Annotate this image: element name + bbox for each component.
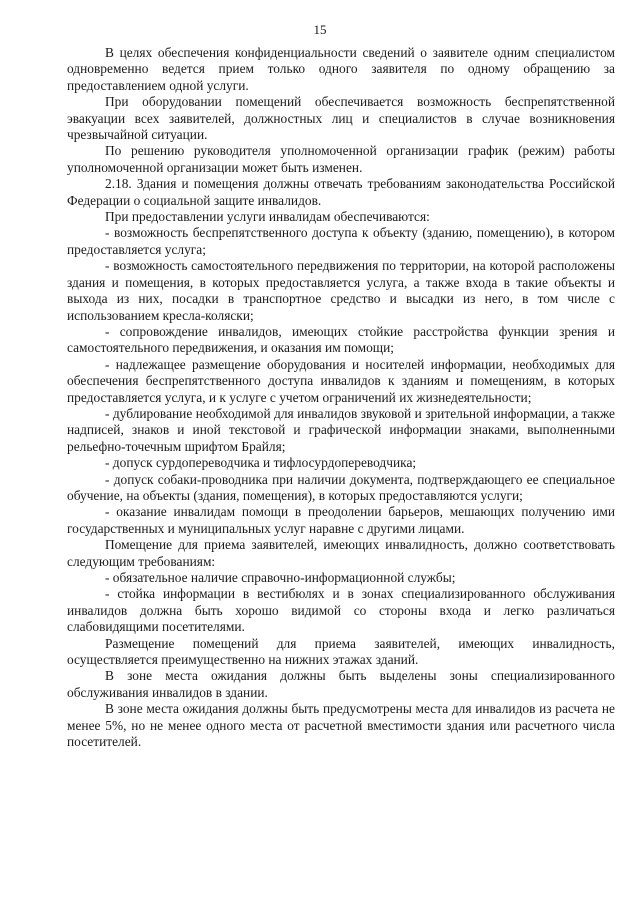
paragraph-room-requirements: Помещение для приема заявителей, имеющих инвалидность, должно соответствовать следующим требованиям: (67, 537, 615, 569)
list-item-sign-interpreter: - допуск сурдопереводчика и тифлосурдопереводчика; (105, 455, 417, 471)
list-item-info-stand: - стойка информации в вестибюлях и в зонах специализированного обслуживания инвалидов должна быть хорошо видимой со стороны входа и легко различаться слабовидящими посетителями. (67, 586, 615, 635)
list-item-movement: - возможность самостоятельного передвижения по территории, на которой расположены здания и помещения, в которых предоставляется услуга, а также входа в такие объекты и выхода из них, посадки в транспортное средство и высадки из него, в том числе с использованием кресла-коляски; (67, 258, 615, 323)
paragraph-lower-floors: Размещение помещений для приема заявителей, имеющих инвалидность, осуществляется преимущественно на нижних этажах зданий. (67, 635, 615, 668)
document-body (67, 45, 615, 750)
paragraph-waiting-seats: В зоне места ожидания должны быть предусмотрены места для инвалидов из расчета не менее 5%, но не менее одного места от расчетной вместимости здания или расчетного числа посетителей. (67, 701, 615, 750)
list-item-barrier-assistance: - оказание инвалидам помощи в преодолении барьеров, мешающих получению ими государственных и муниципальных услуг наравне с другими лицами. (67, 504, 615, 536)
list-item-information-duplication: - дублирование необходимой для инвалидов звуковой и зрительной информации, а также надписей, знаков и иной текстовой и графической информации знаками, выполненными рельефно-точечным шрифтом Брайля; (67, 405, 615, 454)
paragraph-confidentiality: В целях обеспечения конфиденциальности сведений о заявителе одним специалистом одновременно ведется прием только одного заявителя по одному обращению за предоставлением одной услуги. (67, 45, 615, 93)
list-item-access: - возможность беспрепятственного доступа к объекту (зданию, помещению), в котором предоставляется услуга; (67, 225, 615, 257)
list-item-help-desk: - обязательное наличие справочно-информационной службы; (105, 570, 456, 585)
paragraph-disabled-provisions-intro: При предоставлении услуги инвалидам обеспечиваются: (105, 209, 430, 225)
page-number: 15 (313, 22, 327, 37)
paragraph-waiting-zones: В зоне места ожидания должны быть выделены зоны специализированного обслуживания инвалидов в здании. (67, 668, 615, 700)
list-item-equipment-placement: - надлежащее размещение оборудования и носителей информации, необходимых для обеспечения беспрепятственного доступа инвалидов к зданиям и помещениям, в которых предоставляется услуга, и к услуге с учетом ограничений их жизнедеятельности; (67, 356, 615, 405)
paragraph-evacuation: При оборудовании помещений обеспечивается возможность беспрепятственной эвакуации всех заявителей, должностных лиц и специалистов в случае возникновения чрезвычайной ситуации. (67, 94, 615, 143)
paragraph-section-2-18: 2.18. Здания и помещения должны отвечать требованиям законодательства Российской Федерации о социальной защите инвалидов. (67, 176, 615, 208)
list-item-escort: - сопровождение инвалидов, имеющих стойкие расстройства функции зрения и самостоятельного передвижения, и оказания им помощи; (67, 323, 615, 356)
paragraph-schedule: По решению руководителя уполномоченной организации график (режим) работы уполномоченной организации может быть изменен. (67, 143, 615, 175)
list-item-guide-dog: - допуск собаки-проводника при наличии документа, подтверждающего ее специальное обучение, на объекты (здания, помещения), в которых предоставляются услуги; (67, 471, 615, 503)
